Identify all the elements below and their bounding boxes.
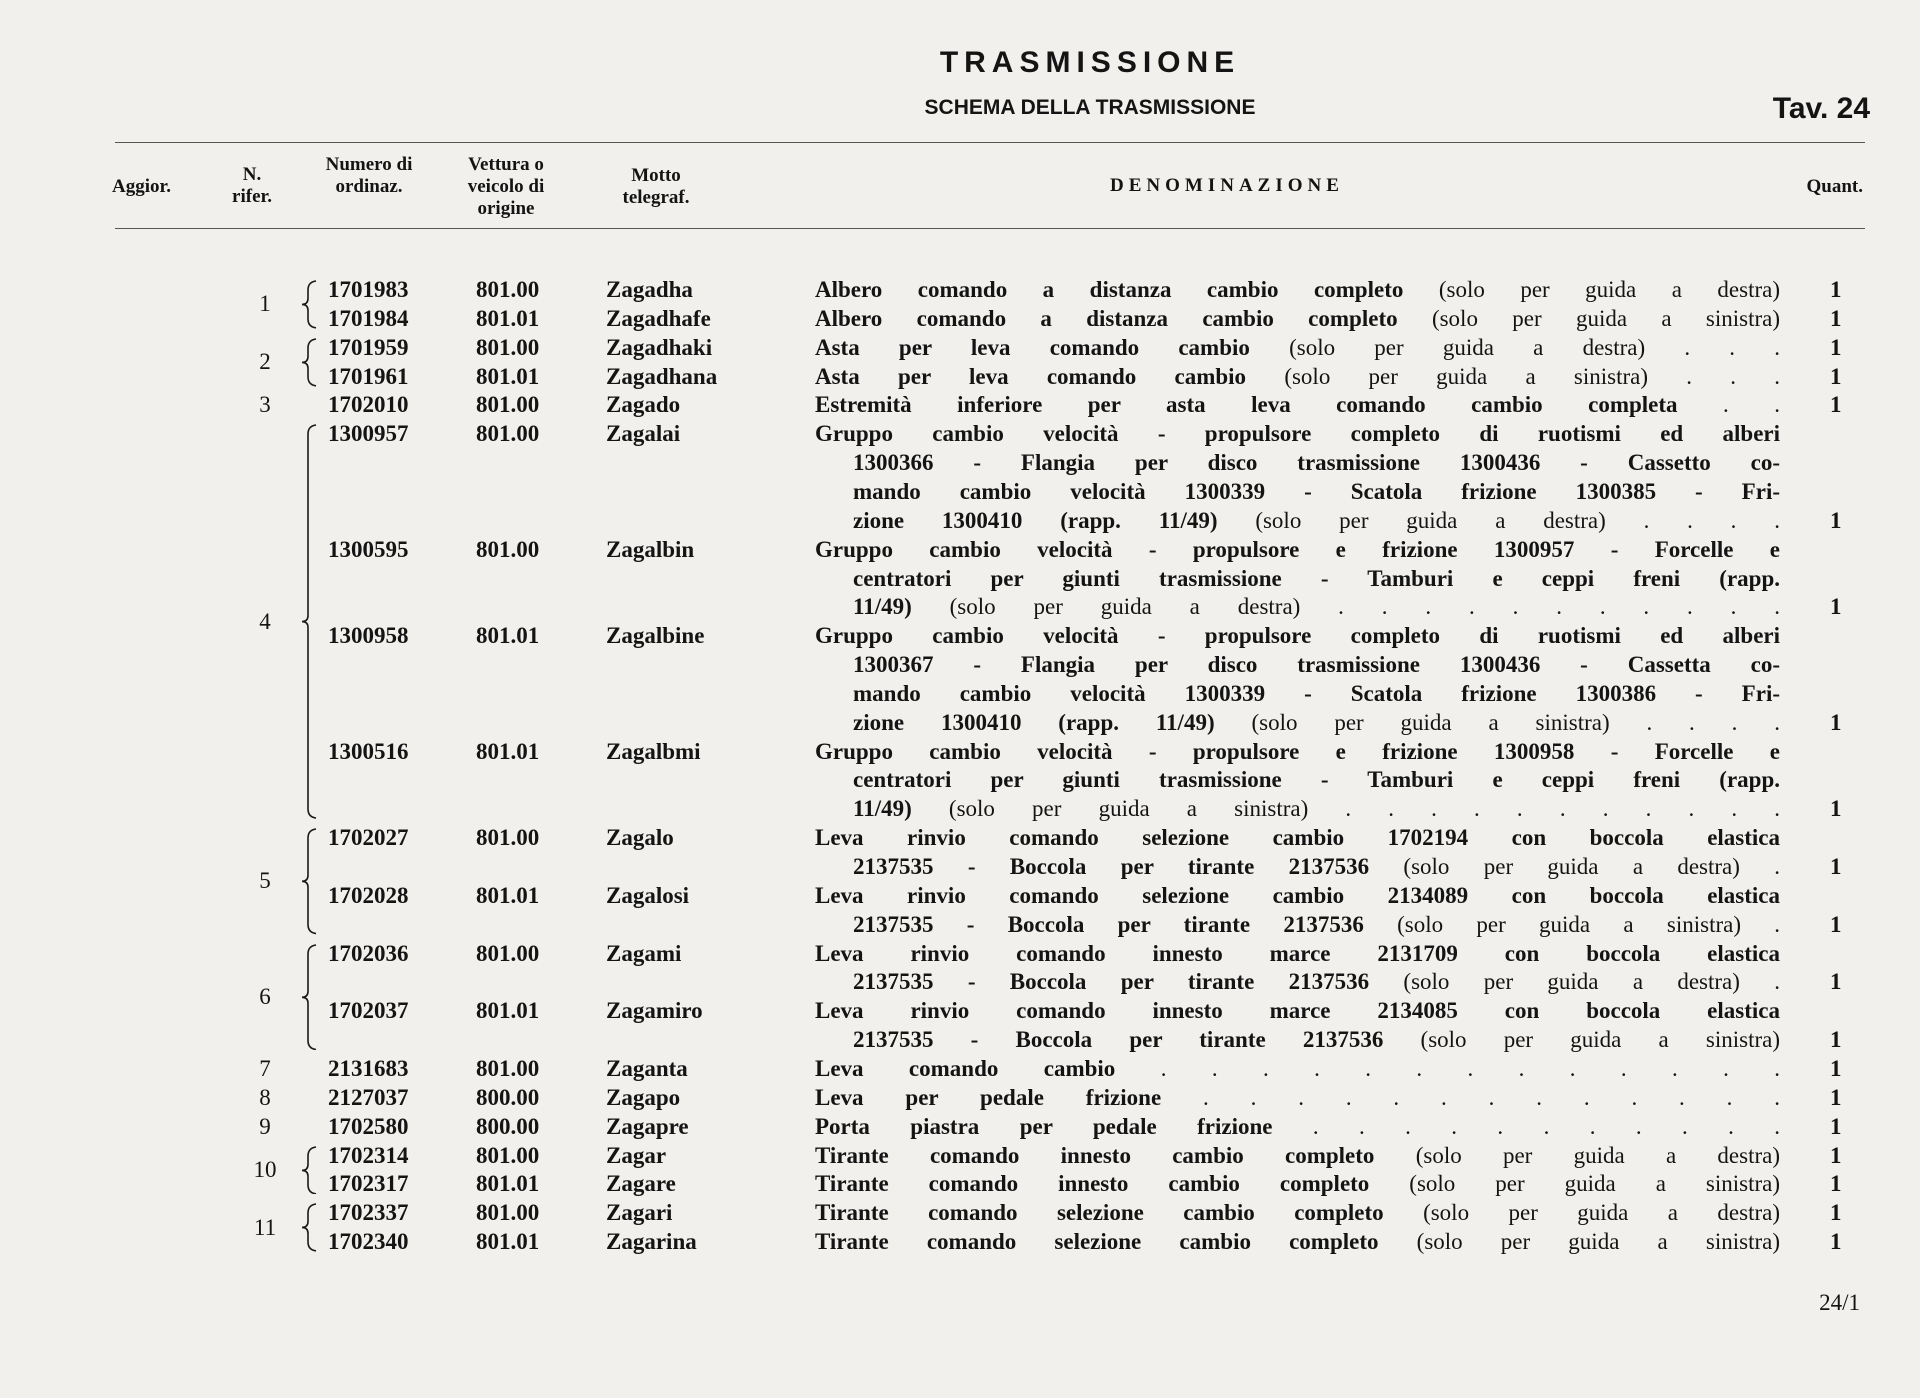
telegraph-code: Zagalbin xyxy=(606,536,695,562)
table-row xyxy=(0,824,1920,852)
col-header-vettura: Vettura o veicolo di origine xyxy=(467,154,545,219)
description-note: (solo per guida a sinistra) xyxy=(1431,305,1780,331)
vehicle-origin: 801.00 xyxy=(476,334,540,360)
table-row xyxy=(0,680,1920,708)
description-main: Tirante comando selezione cambio completo xyxy=(815,1200,1384,1226)
quantity: 1 xyxy=(1830,277,1842,302)
col-header-aggior: Aggior. xyxy=(112,176,171,197)
quantity: 1 xyxy=(1830,796,1842,822)
description xyxy=(853,968,1780,996)
order-number: 1702314 xyxy=(328,1142,409,1168)
description-note: . . . . . . . . . . . xyxy=(1312,1113,1780,1139)
description-main: zione 1300410 (rapp. 11/49) xyxy=(853,507,1218,533)
quantity: 1 xyxy=(1830,1027,1842,1053)
table-row xyxy=(0,911,1920,939)
description-main: Porta piastra per pedale frizione xyxy=(815,1113,1273,1139)
table-row xyxy=(0,1113,1920,1141)
vehicle-origin: 800.00 xyxy=(476,1113,540,1139)
description-main: Tirante comando selezione cambio completo xyxy=(815,1229,1379,1255)
description-main: Leva comando cambio xyxy=(815,1055,1116,1081)
vehicle-origin: 801.01 xyxy=(476,305,540,331)
description-main: centratori per giunti trasmissione - Tamburi e ceppi freni (rapp. xyxy=(853,565,1780,591)
order-number: 1702340 xyxy=(328,1229,409,1255)
vehicle-origin: 801.00 xyxy=(476,277,540,302)
description xyxy=(815,1142,1780,1170)
order-number: 1300595 xyxy=(328,536,409,562)
description-main: 11/49) xyxy=(853,594,912,620)
telegraph-code: Zagalai xyxy=(606,421,681,447)
order-number: 1702317 xyxy=(328,1171,409,1197)
table-row xyxy=(0,420,1920,448)
table-row xyxy=(0,334,1920,362)
description-main: Leva rinvio comando innesto marce 2131709 con boccola elastica xyxy=(815,940,1780,966)
description-main: 2137535 - Boccola per tirante 2137536 xyxy=(853,969,1370,995)
quantity: 1 xyxy=(1830,1142,1842,1168)
telegraph-code: Zagadhana xyxy=(606,363,718,389)
telegraph-code: Zagar xyxy=(606,1142,667,1168)
order-number: 1702337 xyxy=(328,1200,409,1226)
quantity: 1 xyxy=(1830,1200,1842,1226)
description xyxy=(853,795,1780,823)
table-row xyxy=(0,276,1920,304)
vehicle-origin: 801.01 xyxy=(476,1171,540,1197)
description-main: Tirante comando innesto cambio completo xyxy=(815,1171,1370,1197)
col-header-quant: Quant. xyxy=(1806,176,1863,197)
vehicle-origin: 801.00 xyxy=(476,421,540,447)
description xyxy=(815,1113,1780,1141)
description xyxy=(815,997,1780,1025)
table-row xyxy=(0,853,1920,881)
description xyxy=(815,1055,1780,1083)
description-note: (solo per guida a sinistra) . . . xyxy=(1284,363,1780,389)
vehicle-origin: 801.01 xyxy=(476,738,540,764)
telegraph-code: Zagami xyxy=(606,940,682,966)
vehicle-origin: 801.00 xyxy=(476,825,540,851)
group-brace xyxy=(300,1203,320,1252)
description xyxy=(853,507,1780,535)
description xyxy=(815,334,1780,362)
telegraph-code: Zagari xyxy=(606,1200,673,1226)
table-row xyxy=(0,1142,1920,1170)
table-row xyxy=(0,738,1920,766)
table-row xyxy=(0,593,1920,621)
group-brace xyxy=(300,280,320,329)
description-note: (solo per guida a destra) . . . . . . . . . . . xyxy=(949,594,1780,620)
col-header-motto: Motto telegraf. xyxy=(622,165,690,208)
quantity: 1 xyxy=(1830,507,1842,533)
description-main: 11/49) xyxy=(853,796,912,822)
description xyxy=(853,1026,1780,1054)
quantity: 1 xyxy=(1830,334,1842,360)
table-row xyxy=(0,709,1920,737)
group-brace xyxy=(300,944,320,1051)
description-main: mando cambio velocità 1300339 - Scatola frizione 1300386 - Fri- xyxy=(853,680,1780,706)
quantity: 1 xyxy=(1830,911,1842,937)
description-main: Tirante comando innesto cambio completo xyxy=(815,1142,1375,1168)
order-number: 1702036 xyxy=(328,940,409,966)
order-number: 1300957 xyxy=(328,421,409,447)
description xyxy=(815,363,1780,391)
table-row xyxy=(0,536,1920,564)
vehicle-origin: 801.00 xyxy=(476,392,540,418)
table-row xyxy=(0,1170,1920,1198)
order-number: 1701983 xyxy=(328,277,409,302)
reference-number: 2 xyxy=(259,349,271,375)
header-bottom-rule xyxy=(115,228,1865,229)
reference-number: 5 xyxy=(259,868,271,894)
vehicle-origin: 801.00 xyxy=(476,1200,540,1226)
description xyxy=(815,882,1780,910)
quantity: 1 xyxy=(1830,594,1842,620)
description-note: (solo per guida a sinistra) xyxy=(1409,1171,1780,1197)
col-header-numero: Numero di ordinaz. xyxy=(325,154,413,197)
col-header-nrif: N. rifer. xyxy=(232,164,272,207)
order-number: 1702010 xyxy=(328,392,409,418)
telegraph-code: Zagalbine xyxy=(606,623,705,649)
order-number: 1702580 xyxy=(328,1113,409,1139)
vehicle-origin: 801.01 xyxy=(476,623,540,649)
description xyxy=(815,420,1780,448)
quantity: 1 xyxy=(1830,363,1842,389)
description-main: Leva rinvio comando selezione cambio 2134089 con boccola elastica xyxy=(815,882,1780,908)
plate-number: Tav. 24 xyxy=(1772,92,1870,125)
group-brace xyxy=(300,1146,320,1195)
description xyxy=(815,276,1780,304)
order-number: 1701959 xyxy=(328,334,409,360)
description xyxy=(815,1084,1780,1112)
telegraph-code: Zagarina xyxy=(606,1229,697,1255)
description-main: Leva rinvio comando selezione cambio 1702194 con boccola elastica xyxy=(815,825,1780,851)
description xyxy=(815,1199,1780,1227)
table-row xyxy=(0,565,1920,593)
order-number: 1300958 xyxy=(328,623,409,649)
description-note: . . xyxy=(1723,392,1781,418)
table-row xyxy=(0,1026,1920,1054)
description-main: Asta per leva comando cambio xyxy=(815,363,1247,389)
vehicle-origin: 800.00 xyxy=(476,1084,540,1110)
description-note: (solo per guida a destra) . . . xyxy=(1289,334,1780,360)
description xyxy=(815,824,1780,852)
reference-number: 7 xyxy=(259,1055,271,1081)
telegraph-code: Zagalosi xyxy=(606,882,690,908)
vehicle-origin: 801.01 xyxy=(476,1229,540,1255)
description-note: (solo per guida a sinistra) xyxy=(1420,1027,1780,1053)
description-main: 2137535 - Boccola per tirante 2137536 xyxy=(853,854,1370,879)
quantity: 1 xyxy=(1830,854,1842,879)
table-row xyxy=(0,622,1920,650)
description-main: Gruppo cambio velocità - propulsore e frizione 1300957 - Forcelle e xyxy=(815,536,1780,562)
reference-number: 6 xyxy=(259,983,271,1009)
quantity: 1 xyxy=(1830,1084,1842,1110)
table-row xyxy=(0,363,1920,391)
table-row xyxy=(0,478,1920,506)
page-number: 24/1 xyxy=(1819,1290,1860,1315)
table-row xyxy=(0,651,1920,679)
telegraph-code: Zagare xyxy=(606,1171,676,1197)
description-main: Gruppo cambio velocità - propulsore e frizione 1300958 - Forcelle e xyxy=(815,738,1780,764)
order-number: 1702037 xyxy=(328,998,409,1024)
table-row xyxy=(0,766,1920,794)
group-brace xyxy=(300,424,320,819)
description-note: (solo per guida a destra) . . . . xyxy=(1255,507,1780,533)
description-main: mando cambio velocità 1300339 - Scatola frizione 1300385 - Fri- xyxy=(853,478,1780,504)
reference-number: 1 xyxy=(259,291,271,317)
description-note: (solo per guida a sinistra) . xyxy=(1397,911,1780,937)
telegraph-code: Zagapre xyxy=(606,1113,689,1139)
description-main: Asta per leva comando cambio xyxy=(815,334,1250,360)
description-main: 2137535 - Boccola per tirante 2137536 xyxy=(853,1027,1384,1053)
description xyxy=(815,305,1780,333)
page-subtitle: SCHEMA DELLA TRASMISSIONE xyxy=(924,96,1256,119)
table-row xyxy=(0,882,1920,910)
description xyxy=(815,1170,1780,1198)
telegraph-code: Zagado xyxy=(606,392,681,418)
vehicle-origin: 801.00 xyxy=(476,1055,540,1081)
quantity: 1 xyxy=(1830,1055,1842,1081)
description-main: Albero comando a distanza cambio completo xyxy=(815,277,1404,302)
description-main: centratori per giunti trasmissione - Tamburi e ceppi freni (rapp. xyxy=(853,767,1780,793)
description-note: . . . . . . . . . . . . . xyxy=(1203,1084,1781,1110)
reference-number: 3 xyxy=(259,392,271,418)
quantity: 1 xyxy=(1830,709,1842,735)
telegraph-code: Zaganta xyxy=(606,1055,688,1081)
description xyxy=(853,478,1780,506)
description xyxy=(853,911,1780,939)
description-main: Leva per pedale frizione xyxy=(815,1084,1162,1110)
description xyxy=(853,766,1780,794)
table-row xyxy=(0,305,1920,333)
order-number: 1300516 xyxy=(328,738,409,764)
vehicle-origin: 801.00 xyxy=(476,940,540,966)
quantity: 1 xyxy=(1830,1229,1842,1255)
telegraph-code: Zagadhaki xyxy=(606,334,713,360)
description-note: (solo per guida a sinistra) . . . . . . . . . . . xyxy=(948,796,1780,822)
description xyxy=(815,738,1780,766)
order-number: 2131683 xyxy=(328,1055,409,1081)
quantity: 1 xyxy=(1830,305,1842,331)
table-row xyxy=(0,1228,1920,1256)
description-main: 2137535 - Boccola per tirante 2137536 xyxy=(853,911,1364,937)
quantity: 1 xyxy=(1830,969,1842,995)
telegraph-code: Zagapo xyxy=(606,1084,681,1110)
reference-number: 9 xyxy=(259,1113,271,1139)
description-main: Leva rinvio comando innesto marce 2134085 con boccola elastica xyxy=(815,998,1780,1024)
telegraph-code: Zagadha xyxy=(606,277,693,302)
group-brace xyxy=(300,828,320,935)
description-main: Gruppo cambio velocità - propulsore completo di ruotismi ed alberi xyxy=(815,421,1780,447)
vehicle-origin: 801.01 xyxy=(476,363,540,389)
order-number: 1702027 xyxy=(328,825,409,851)
order-number: 1701961 xyxy=(328,363,409,389)
page-title: TRASMISSIONE xyxy=(939,46,1241,79)
group-brace xyxy=(300,338,320,387)
description-note: (solo per guida a destra) xyxy=(1415,1142,1780,1168)
table-row xyxy=(0,795,1920,823)
description xyxy=(815,391,1780,419)
reference-number: 4 xyxy=(259,608,271,634)
description-main: 1300367 - Flangia per disco trasmissione 1300436 - Cassetta co- xyxy=(853,652,1780,678)
description-note: (solo per guida a destra) . xyxy=(1403,854,1780,879)
description xyxy=(853,651,1780,679)
telegraph-code: Zagamiro xyxy=(606,998,703,1024)
description-note: (solo per guida a destra) xyxy=(1438,277,1780,302)
reference-number: 11 xyxy=(253,1214,277,1240)
order-number: 2127037 xyxy=(328,1084,409,1110)
description xyxy=(853,449,1780,477)
description-note: (solo per guida a destra) xyxy=(1423,1200,1780,1226)
table-row xyxy=(0,968,1920,996)
vehicle-origin: 801.00 xyxy=(476,1142,540,1168)
description xyxy=(815,622,1780,650)
order-number: 1702028 xyxy=(328,882,409,908)
description-main: 1300366 - Flangia per disco trasmissione 1300436 - Cassetto co- xyxy=(853,450,1780,476)
telegraph-code: Zagadhafe xyxy=(606,305,711,331)
table-row xyxy=(0,1199,1920,1227)
vehicle-origin: 801.01 xyxy=(476,998,540,1024)
telegraph-code: Zagalo xyxy=(606,825,674,851)
description xyxy=(853,709,1780,737)
table-row xyxy=(0,997,1920,1025)
description xyxy=(815,536,1780,564)
order-number: 1701984 xyxy=(328,305,409,331)
description xyxy=(853,680,1780,708)
description xyxy=(853,593,1780,621)
header-top-rule xyxy=(115,142,1865,143)
table-row xyxy=(0,940,1920,968)
description-main: Gruppo cambio velocità - propulsore completo di ruotismi ed alberi xyxy=(815,623,1780,649)
quantity: 1 xyxy=(1830,392,1842,418)
description xyxy=(815,1228,1780,1256)
description-main: Estremità inferiore per asta leva comando cambio completa xyxy=(815,392,1678,418)
description-note: (solo per guida a sinistra) xyxy=(1416,1229,1780,1255)
col-header-denominazione: DENOMINAZIONE xyxy=(1110,175,1344,196)
table-row xyxy=(0,507,1920,535)
description xyxy=(853,565,1780,593)
description-main: Albero comando a distanza cambio completo xyxy=(815,305,1398,331)
vehicle-origin: 801.01 xyxy=(476,882,540,908)
reference-number: 10 xyxy=(253,1156,277,1182)
description xyxy=(815,940,1780,968)
description-note: (solo per guida a destra) . xyxy=(1403,969,1780,995)
vehicle-origin: 801.00 xyxy=(476,536,540,562)
quantity: 1 xyxy=(1830,1171,1842,1197)
table-row xyxy=(0,1084,1920,1112)
telegraph-code: Zagalbmi xyxy=(606,738,701,764)
reference-number: 8 xyxy=(259,1084,271,1110)
quantity: 1 xyxy=(1830,1113,1842,1139)
description-note: . . . . . . . . . . . . . xyxy=(1160,1055,1781,1081)
table-row xyxy=(0,1055,1920,1083)
table-row xyxy=(0,391,1920,419)
description-note: (solo per guida a sinistra) . . . . xyxy=(1251,709,1780,735)
description xyxy=(853,853,1780,881)
description-main: zione 1300410 (rapp. 11/49) xyxy=(853,709,1215,735)
table-row xyxy=(0,449,1920,477)
